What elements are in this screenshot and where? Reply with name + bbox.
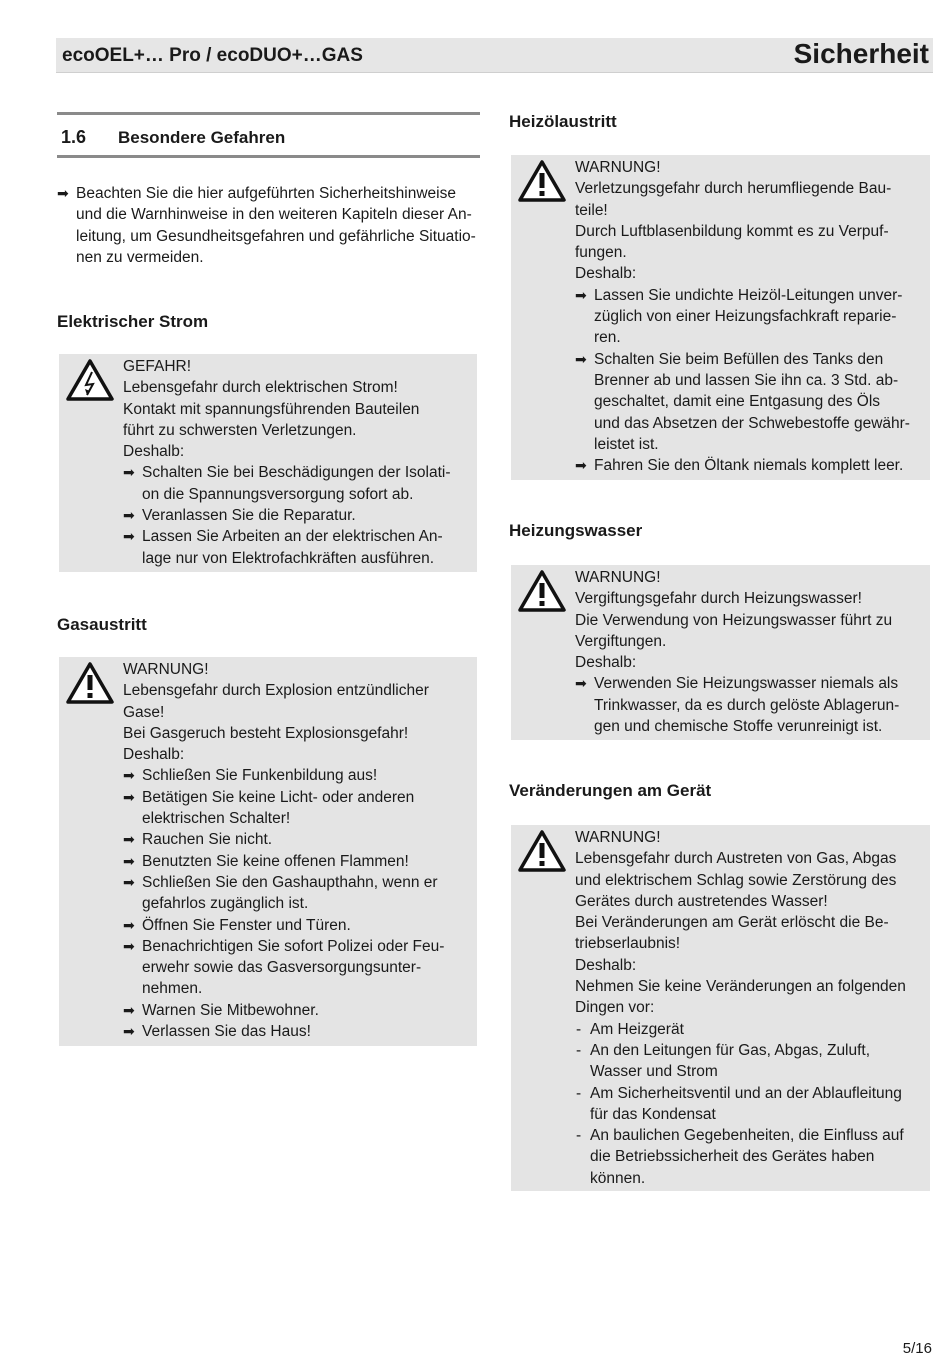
action-line: Warnen Sie Mitbewohner. [142,1001,319,1019]
list-line: An baulichen Gegebenheiten, die Einfluss auf [590,1127,904,1145]
action-line: Rauchen Sie nicht. [142,831,273,849]
action-line: Öffnen Sie Fenster und Türen. [142,916,351,934]
dash-bullet: - [576,1127,582,1145]
action-item [123,526,471,569]
dash-bullet: - [576,1084,582,1102]
warning-line: Lebensgefahr durch Austreten von Gas, Abgas [575,850,897,868]
action-line: Lassen Sie undichte Heizöl-Leitungen unver- [594,286,903,304]
heading-electric: Elektrischer Strom [57,312,209,331]
action-line: elektrischen Schalter! [142,810,291,828]
action-line: Verwenden Sie Heizungswasser niemals als [594,675,899,693]
arrow-right-icon: ➡ [123,464,135,481]
list-line: für das Kondensat [590,1105,716,1123]
action-item [123,765,471,786]
list-line: An den Leitungen für Gas, Abgas, Zuluft, [590,1041,871,1059]
action-line: Trinkwasser, da es durch gelöste Ablagerun- [594,696,900,714]
section-title: Besondere Gefahren [118,128,286,147]
arrow-right-icon: ➡ [123,528,135,545]
danger-box-electric [59,354,477,572]
page-number: 5/16 [902,1340,932,1357]
warning-line: Deshalb: [123,443,185,461]
action-line: Benachrichtigen Sie sofort Polizei oder Feu- [142,937,445,955]
warning-box-water [511,565,930,740]
action-line: Benutzten Sie keine offenen Flammen! [142,852,409,870]
warning-line: Deshalb: [123,746,185,764]
action-line: nehmen. [142,980,203,998]
action-item [123,872,471,915]
warning-box-changes [511,825,930,1191]
warning-line: Lebensgefahr durch Explosion entzündlicher [123,682,429,700]
chapter-title: Sicherheit [793,38,929,69]
action-line: Schalten Sie beim Befüllen des Tanks den [594,350,884,368]
list-item [575,1040,924,1083]
list-item [575,1083,924,1126]
warning-line: triebserlaubnis! [575,935,681,953]
action-item [123,505,471,526]
action-line: on die Spannungsversorgung sofort ab. [142,485,414,503]
action-item [575,455,924,476]
action-line: gefahrlos zugänglich ist. [142,895,309,913]
action-item [123,936,471,1000]
warning-line: Bei Veränderungen am Gerät erlöscht die Be- [575,914,889,932]
warning-line: Lebensgefahr durch elektrischen Strom! [123,379,398,397]
action-item [123,1000,471,1021]
arrow-right-icon: ➡ [123,1023,135,1040]
warning-icon [517,159,567,203]
action-line: Schließen Sie Funkenbildung aus! [142,767,378,785]
warning-icon [517,829,567,873]
action-line: leistet ist. [594,435,659,453]
action-item [123,462,471,505]
action-line: lage nur von Elektrofachkräften ausführen. [142,549,435,567]
warning-line: Die Verwendung von Heizungswasser führt zu [575,611,893,629]
arrow-right-icon: ➡ [123,1001,135,1018]
warning-line: Deshalb: [575,654,637,672]
arrow-right-icon: ➡ [123,916,135,933]
list-line: die Betriebssicherheit des Gerätes haben [590,1148,875,1166]
action-line: erwehr sowie das Gasversorgungsunter- [142,959,422,977]
arrow-right-icon: ➡ [575,350,587,367]
arrow-right-icon: ➡ [123,767,135,784]
arrow-right-icon: ➡ [123,852,135,869]
signal-word: WARNUNG! [575,829,661,846]
warning-line: und elektrischem Schlag sowie Zerstörung des [575,871,897,889]
arrow-right-icon: ➡ [123,507,135,524]
warning-line: Verletzungsgefahr durch herumfliegende Bau- [575,180,892,198]
action-line: gen und chemische Stoffe verunreinigt ist. [594,718,883,736]
action-item [123,915,471,936]
action-line: und das Absetzen der Schwebestoffe gewähr- [594,414,910,432]
signal-word: WARNUNG! [123,661,209,678]
signal-word: WARNUNG! [575,159,661,176]
page-header [56,38,933,73]
warning-icon [517,569,567,613]
action-item [123,787,471,830]
intro-instruction [57,183,496,268]
list-line: Am Sicherheitsventil und an der Ablaufleitung [590,1084,902,1102]
arrow-right-icon: ➡ [123,788,135,805]
arrow-right-icon: ➡ [123,937,135,954]
warning-line: Vergiftungsgefahr durch Heizungswasser! [575,590,862,608]
action-line: Lassen Sie Arbeiten an der elektrischen An- [142,528,443,546]
action-item [123,1021,471,1042]
warning-line: Gerätes durch austretendes Wasser! [575,892,828,910]
electric-hazard-icon [65,358,115,402]
action-line: Schalten Sie bei Beschädigungen der Isolati- [142,464,451,482]
arrow-right-icon: ➡ [575,457,587,474]
action-line: Brenner ab und lassen Sie ihn ca. 3 Std. ab- [594,371,899,389]
intro-line: nen zu vermeiden. [76,248,204,266]
action-line: ren. [594,329,621,347]
warning-line: Bei Gasgeruch besteht Explosionsgefahr! [123,724,409,742]
list-line: Am Heizgerät [590,1020,684,1038]
list-item [575,1125,924,1189]
action-item [575,673,924,737]
action-line: Fahren Sie den Öltank niemals komplett leer. [594,457,904,475]
arrow-right-icon: ➡ [123,831,135,848]
warning-line: führt zu schwersten Verletzungen. [123,421,357,439]
action-line: züglich von einer Heizungsfachkraft reparie- [594,308,897,326]
section-number: 1.6 [61,127,87,147]
action-line: Verlassen Sie das Haus! [142,1023,311,1041]
dash-bullet: - [576,1020,582,1038]
intro-line: Beachten Sie die hier aufgeführten Sicherheitshinweise [76,185,456,202]
warning-line: Vergiftungen. [575,632,667,650]
heading-changes: Veränderungen am Gerät [509,781,712,800]
heading-gas: Gasaustritt [57,615,147,634]
warning-line: Deshalb: [575,956,637,974]
warning-line: fungen. [575,244,627,262]
warning-box-gas [59,657,477,1046]
arrow-right-icon: ➡ [575,286,587,303]
warning-icon [65,661,115,705]
warning-line: Gase! [123,703,165,721]
action-line: Veranlassen Sie die Reparatur. [142,507,356,525]
section-heading [57,112,480,158]
list-item [575,1019,924,1040]
list-line: Wasser und Strom [590,1063,718,1081]
document-title: ecoOEL+… Pro / ecoDUO+…GAS [62,45,363,66]
arrow-right-icon: ➡ [57,185,69,201]
warning-line: Dingen vor: [575,999,655,1017]
arrow-right-icon: ➡ [575,675,587,692]
warning-line: Nehmen Sie keine Veränderungen an folgenden [575,978,906,996]
arrow-right-icon: ➡ [123,873,135,890]
intro-line: und die Warnhinweise in den weiteren Kapiteln dieser An- [76,206,472,224]
action-line: geschaltet, damit eine Entgasung des Öls [594,393,881,411]
warning-line: Kontakt mit spannungsführenden Bauteilen [123,400,420,418]
action-item [575,349,924,455]
dash-bullet: - [576,1041,582,1059]
warning-line: Deshalb: [575,265,637,283]
warning-box-oil [511,155,930,480]
heading-water: Heizungswasser [509,521,643,540]
action-item [575,285,924,349]
action-item [123,851,471,872]
heading-oil: Heizölaustritt [509,112,617,131]
action-item [123,829,471,850]
signal-word: GEFAHR! [123,358,192,375]
signal-word: WARNUNG! [575,569,661,586]
list-line: können. [590,1169,646,1187]
intro-line: leitung, um Gesundheitsgefahren und gefährliche Situatio- [76,227,476,245]
action-line: Betätigen Sie keine Licht- oder anderen [142,788,415,806]
warning-line: teile! [575,201,608,219]
action-line: Schließen Sie den Gashaupthahn, wenn er [142,873,438,891]
warning-line: Durch Luftblasenbildung kommt es zu Verpuf- [575,222,889,240]
